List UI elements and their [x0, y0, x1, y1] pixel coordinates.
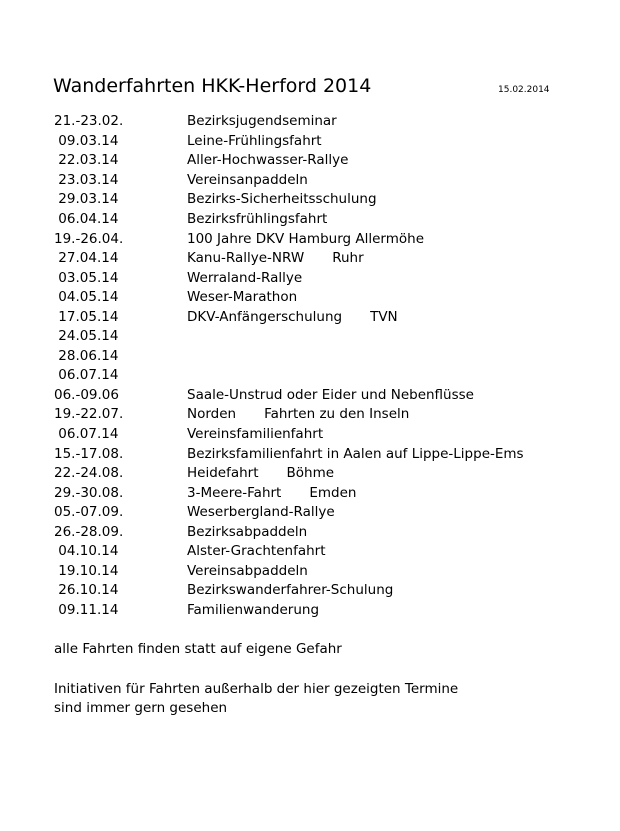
schedule-event-name: Bezirksabpaddeln [187, 523, 308, 540]
schedule-event-name: Bezirkswanderfahrer-Schulung [187, 582, 394, 599]
schedule-date: 19.-26.04. [54, 230, 124, 247]
schedule-row [54, 503, 594, 523]
schedule-event [187, 445, 594, 464]
schedule-event-name: DKV-Anfängerschulung [187, 308, 343, 325]
schedule-event [187, 288, 594, 307]
initiative-note-line-2: sind immer gern gesehen [54, 700, 228, 716]
schedule-date: 21.-23.02. [54, 113, 124, 130]
schedule-event-name: Kanu-Rallye-NRW [187, 250, 305, 267]
schedule-date: 17.05.14 [54, 308, 119, 325]
schedule-date: 26.-28.09. [54, 523, 124, 540]
schedule-date: 19.-22.07. [54, 406, 124, 423]
schedule-date: 09.03.14 [54, 132, 119, 149]
schedule-date: 23.03.14 [54, 171, 119, 188]
schedule-location: Emden [309, 484, 357, 501]
schedule-date: 09.11.14 [54, 601, 119, 618]
schedule-row [54, 327, 594, 347]
schedule-date: 03.05.14 [54, 269, 119, 286]
schedule-date: 28.06.14 [54, 347, 119, 364]
schedule-event [187, 503, 594, 522]
schedule-date: 29.03.14 [54, 191, 119, 208]
schedule-event-name: Saale-Unstrud oder Eider und Nebenflüsse [187, 386, 474, 403]
schedule-event-name: Vereinsabpaddeln [187, 562, 308, 579]
schedule-event [187, 425, 594, 444]
schedule-event [187, 249, 594, 268]
schedule-event [187, 171, 594, 190]
schedule-row [54, 601, 594, 621]
schedule-event-name: Heidefahrt [187, 465, 259, 482]
schedule-row [54, 151, 594, 171]
schedule-event [187, 581, 594, 600]
schedule-date: 22.03.14 [54, 152, 119, 169]
schedule-event-name: Weser-Marathon [187, 289, 298, 306]
schedule-row [54, 386, 594, 406]
schedule-event-name: Bezirksfrühlingsfahrt [187, 211, 328, 227]
schedule-row [54, 190, 594, 210]
page-title: Wanderfahrten HKK-Herford 2014 [53, 75, 372, 97]
schedule-row [54, 581, 594, 601]
schedule-row [54, 366, 594, 386]
schedule-event-name: Familienwanderung [187, 601, 320, 618]
schedule-row [54, 522, 594, 542]
schedule-event [187, 484, 594, 503]
schedule-location: TVN [370, 308, 398, 325]
schedule-date: 06.07.14 [54, 426, 119, 443]
schedule-date: 06.-09.06 [54, 386, 119, 403]
schedule-event [187, 112, 594, 131]
schedule-event-name: Aller-Hochwasser-Rallye [187, 152, 349, 169]
schedule-date: 24.05.14 [54, 328, 119, 345]
schedule-row [54, 405, 594, 425]
schedule-event [187, 190, 594, 209]
schedule-event-name: Vereinsanpaddeln [187, 171, 308, 188]
schedule-date: 04.10.14 [54, 543, 119, 560]
schedule-row [54, 425, 594, 445]
schedule-row [54, 112, 594, 132]
risk-note: alle Fahrten finden statt auf eigene Gefahr [54, 641, 342, 657]
schedule-date: 19.10.14 [54, 562, 119, 579]
schedule-row [54, 562, 594, 582]
schedule-event [187, 230, 594, 249]
schedule-event [187, 542, 594, 561]
schedule-row [54, 132, 594, 152]
schedule-date: 29.-30.08. [54, 484, 124, 501]
schedule-event [187, 210, 594, 229]
schedule-date: 06.07.14 [54, 367, 119, 384]
schedule-row [54, 268, 594, 288]
schedule-row [54, 288, 594, 308]
schedule-event [187, 601, 594, 620]
schedule-event [187, 464, 594, 483]
schedule-event-name: Leine-Frühlingsfahrt [187, 132, 322, 149]
schedule-event-name: Alster-Grachtenfahrt [187, 543, 326, 560]
schedule-row [54, 464, 594, 484]
schedule-row [54, 347, 594, 367]
schedule-row [54, 249, 594, 269]
schedule-row [54, 483, 594, 503]
schedule-date: 06.04.14 [54, 211, 119, 227]
schedule-date: 27.04.14 [54, 250, 119, 267]
initiative-note-line-1: Initiativen für Fahrten außerhalb der hier gezeigten Termine [54, 681, 459, 697]
schedule-event [187, 386, 594, 405]
schedule-event-name: Weserbergland-Rallye [187, 504, 335, 521]
schedule-date: 15.-17.08. [54, 445, 124, 462]
schedule-location: Böhme [286, 465, 335, 482]
schedule-date: 04.05.14 [54, 289, 119, 306]
schedule-location: Fahrten zu den Inseln [264, 406, 410, 423]
schedule-date: 22.-24.08. [54, 465, 124, 482]
schedule-row [54, 542, 594, 562]
schedule-date: 26.10.14 [54, 582, 119, 599]
schedule-event [187, 132, 594, 151]
schedule-event [187, 523, 594, 542]
schedule-event [187, 151, 594, 170]
schedule-event [187, 405, 594, 424]
schedule-row [54, 307, 594, 327]
schedule-event-name: Bezirks-Sicherheitsschulung [187, 191, 377, 208]
schedule-event [187, 562, 594, 581]
schedule-row [54, 171, 594, 191]
schedule-event-name: Norden [187, 406, 237, 423]
schedule-event-name: 100 Jahre DKV Hamburg Allermöhe [187, 230, 424, 247]
schedule-row [54, 229, 594, 249]
schedule-event-name: 3-Meere-Fahrt [187, 484, 282, 501]
schedule-event-name: Bezirksjugendseminar [187, 113, 337, 130]
schedule-row [54, 210, 594, 230]
document-date: 15.02.2014 [498, 85, 550, 95]
schedule-list [54, 112, 594, 620]
schedule-event-name: Bezirksfamilienfahrt in Aalen auf Lippe-Lippe-Ems [187, 445, 524, 462]
schedule-event [187, 308, 594, 327]
schedule-location: Ruhr [332, 250, 364, 267]
schedule-event-name: Vereinsfamilienfahrt [187, 426, 324, 443]
schedule-row [54, 444, 594, 464]
schedule-event-name: Werraland-Rallye [187, 269, 303, 286]
schedule-event [187, 269, 594, 288]
schedule-date: 05.-07.09. [54, 504, 124, 521]
